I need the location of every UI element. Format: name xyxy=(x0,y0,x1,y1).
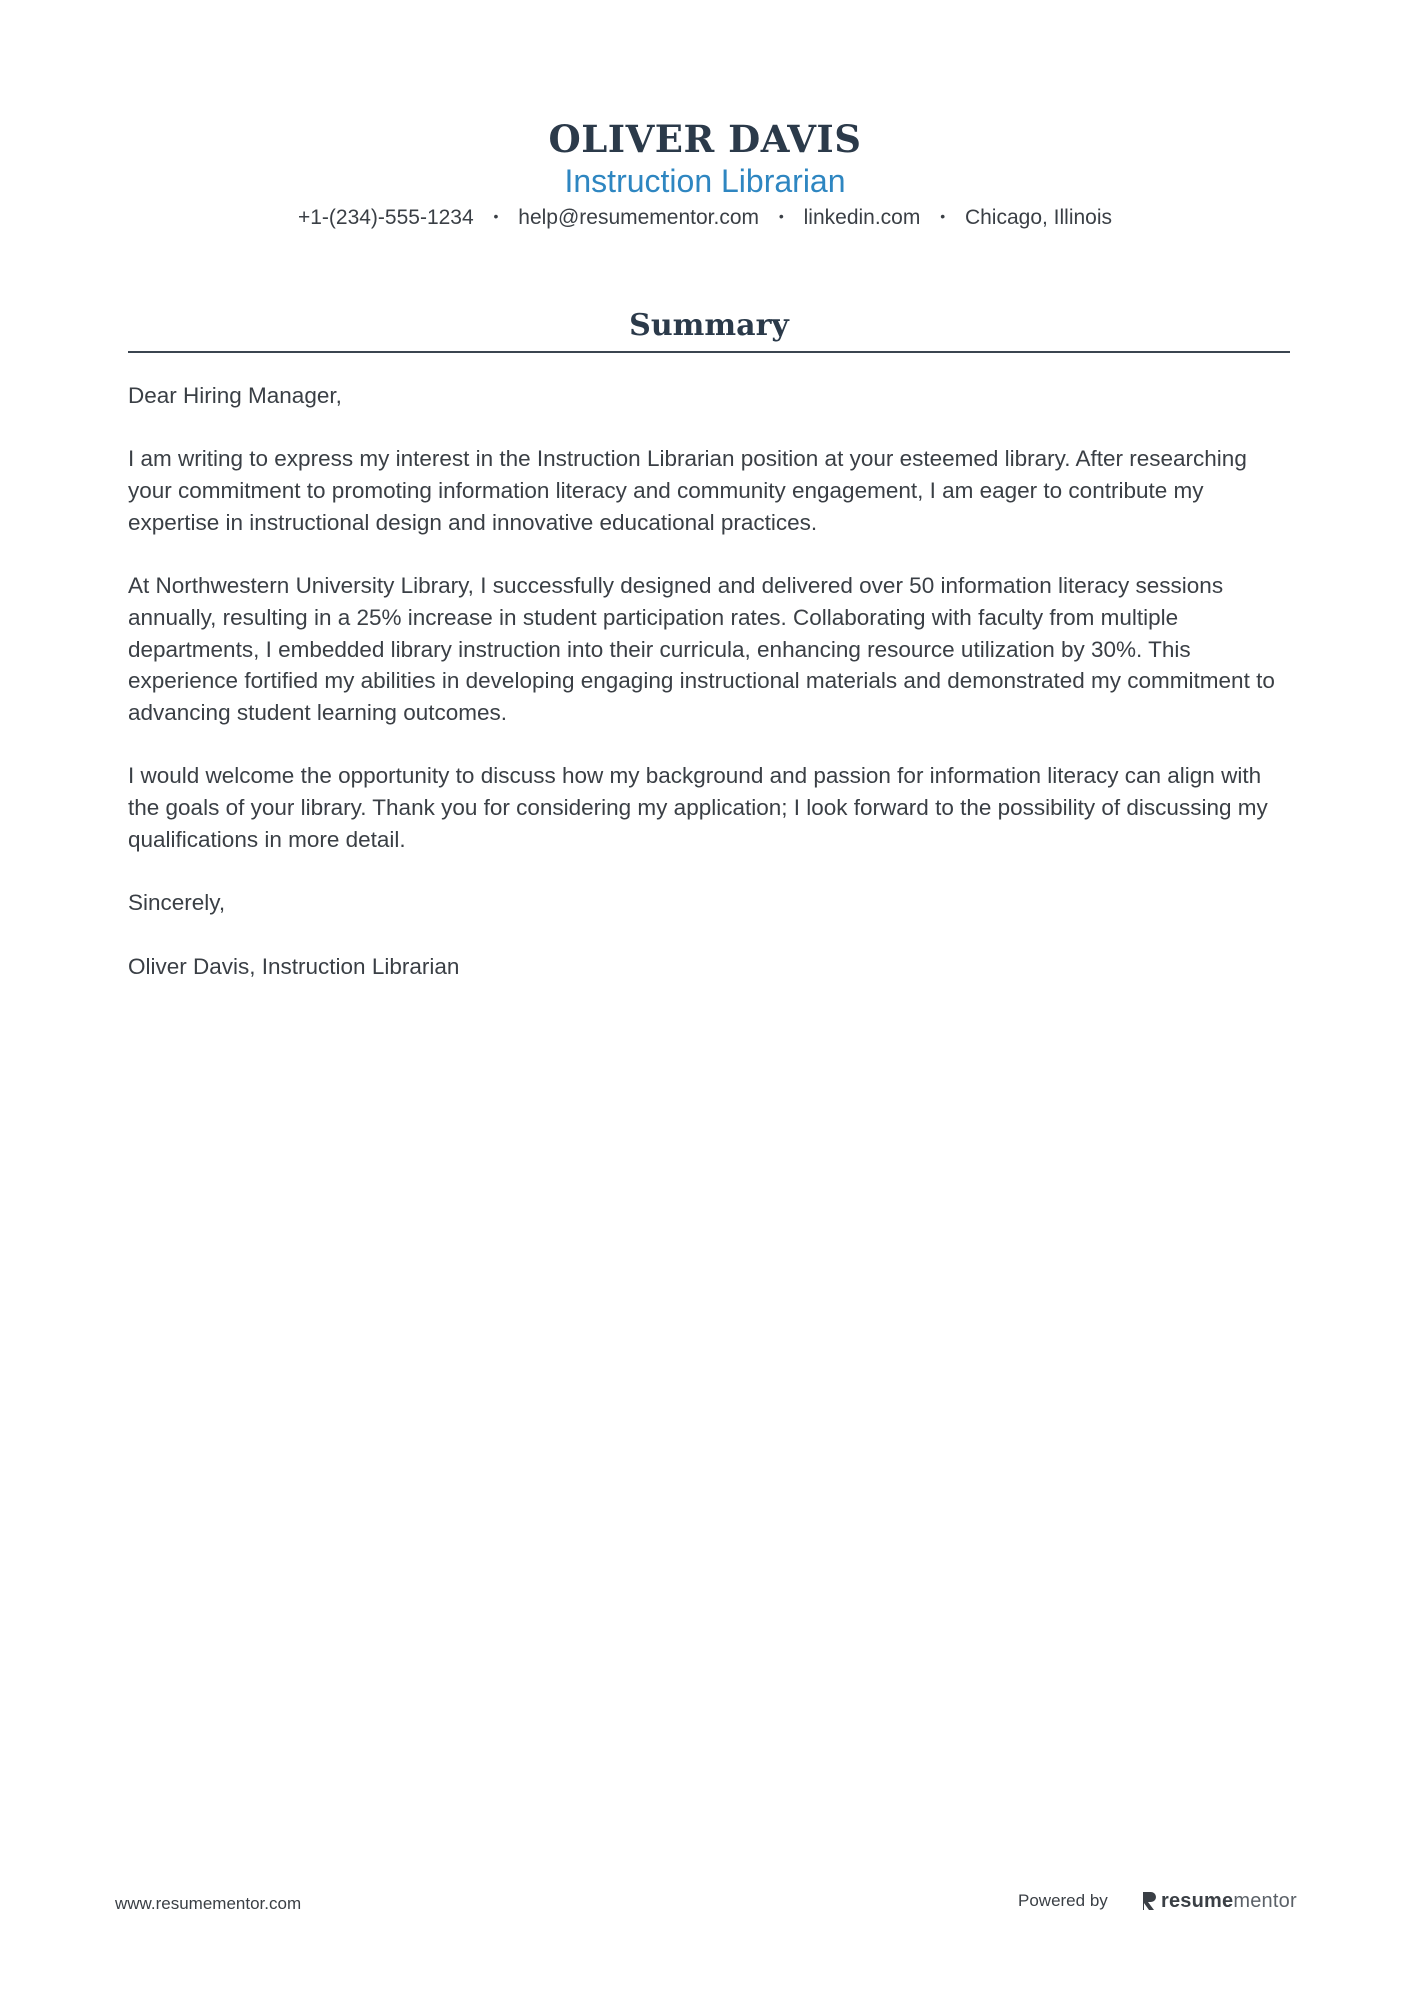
letter-body xyxy=(128,380,1293,1014)
contact-separator: • xyxy=(940,208,946,225)
resumementor-logo-icon xyxy=(1141,1890,1157,1912)
contact-linkedin[interactable]: linkedin.com xyxy=(803,206,921,229)
letter-paragraph: I am writing to express my interest in the Instruction Librarian position at your esteemed library. After researching your commitment to promoting information literacy and community engagement, I am eager to contribute my expertise in instructional design and innovative educational practices. xyxy=(128,446,1247,535)
section-title-summary: Summary xyxy=(629,308,789,343)
letter-greeting: Dear Hiring Manager, xyxy=(128,383,342,408)
job-title: Instruction Librarian xyxy=(564,163,846,199)
resumementor-logo[interactable] xyxy=(1141,1886,1297,1916)
footer-website-link[interactable]: www.resumementor.com xyxy=(115,1894,302,1913)
letter-paragraph: At Northwestern University Library, I successfully designed and delivered over 50 information literacy sessions annually, resulting in a 25% increase in student participation rates. Collaborating with faculty from multiple departments, I embedded library instruction into their curricula, enhancing resource utilization by 30%. This experience fortified my abilities in developing engaging instructional materials and demonstrated my commitment to advancing student learning outcomes. xyxy=(128,573,1275,725)
powered-by-label: Powered by xyxy=(1018,1891,1108,1910)
contact-phone: +1-(234)-555-1234 xyxy=(297,206,474,229)
letter-closing: Sincerely, xyxy=(128,890,226,916)
section-divider xyxy=(128,351,1290,353)
header xyxy=(0,115,1410,235)
contact-location: Chicago, Illinois xyxy=(964,206,1113,229)
contact-separator: • xyxy=(778,208,784,225)
letter-signature: Oliver Davis, Instruction Librarian xyxy=(128,953,460,979)
resumementor-logo-text: resumementor xyxy=(1161,1889,1297,1912)
contact-separator: • xyxy=(493,208,499,225)
contact-email[interactable]: help@resumementor.com xyxy=(518,206,760,229)
contact-line xyxy=(0,201,1410,235)
letter-paragraph: I would welcome the opportunity to discuss how my background and passion for information literacy can align with the goals of your library. Thank you for considering my application; I look forward to the possibility of discussing my qualifications in more detail. xyxy=(128,763,1268,852)
candidate-name: OLIVER DAVIS xyxy=(548,117,862,161)
